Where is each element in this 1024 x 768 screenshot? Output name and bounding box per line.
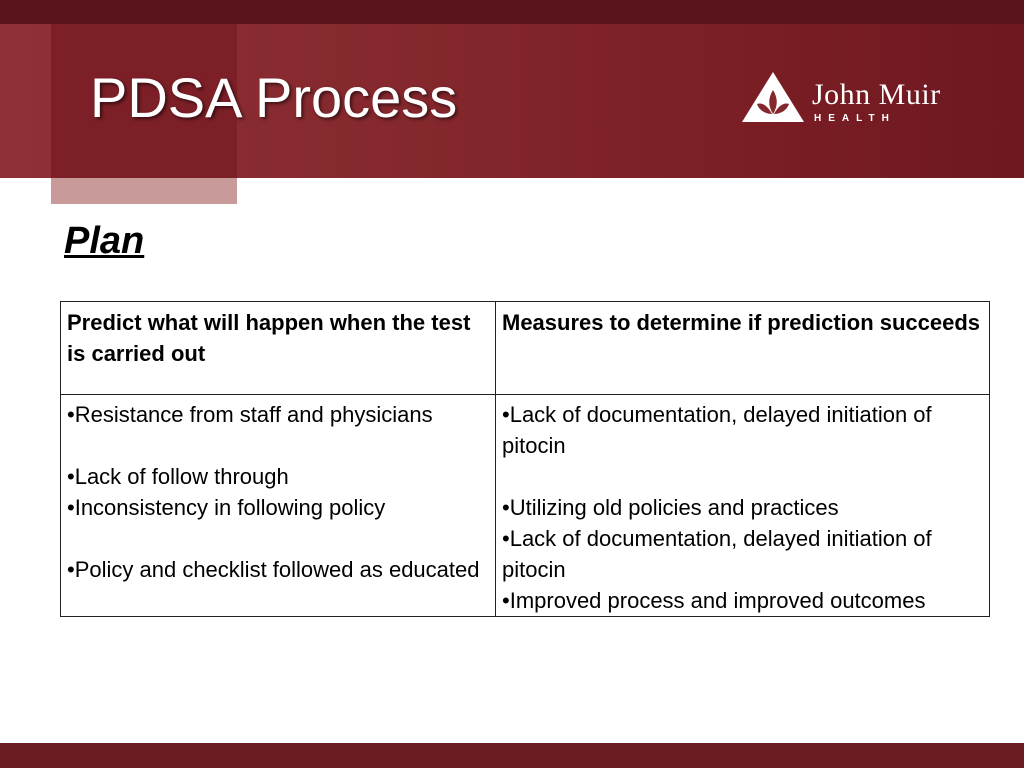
header-accent-swatch [51, 178, 237, 204]
predictions-cell [61, 395, 496, 617]
measures-cell [496, 395, 990, 617]
lotus-triangle-icon [740, 70, 806, 124]
logo-subtitle: HEALTH [814, 113, 896, 124]
header-band [0, 0, 1024, 178]
list-item: •Resistance from staff and physicians [67, 402, 433, 427]
header-top-band [0, 0, 1024, 24]
list-item: •Utilizing old policies and practices [502, 495, 839, 520]
header-cell-measures: Measures to determine if prediction succeeds [496, 302, 990, 395]
list-item: •Lack of documentation, delayed initiation of pitocin [502, 526, 932, 582]
logo-name: John Muir [812, 78, 941, 111]
table-header-row [61, 302, 990, 395]
list-item: •Improved process and improved outcomes [502, 588, 926, 613]
footer-band [0, 743, 1024, 768]
list-item: •Policy and checklist followed as educated [67, 557, 480, 582]
list-item: •Inconsistency in following policy [67, 495, 386, 520]
table-row [61, 395, 990, 617]
section-subtitle: Plan [64, 220, 145, 262]
slide-title: PDSA Process [90, 66, 458, 129]
list-item: •Lack of documentation, delayed initiation of pitocin [502, 402, 932, 458]
plan-table [60, 301, 990, 617]
header-cell-predict: Predict what will happen when the test is carried out [61, 302, 496, 395]
list-item: •Lack of follow through [67, 464, 289, 489]
logo [740, 70, 980, 128]
